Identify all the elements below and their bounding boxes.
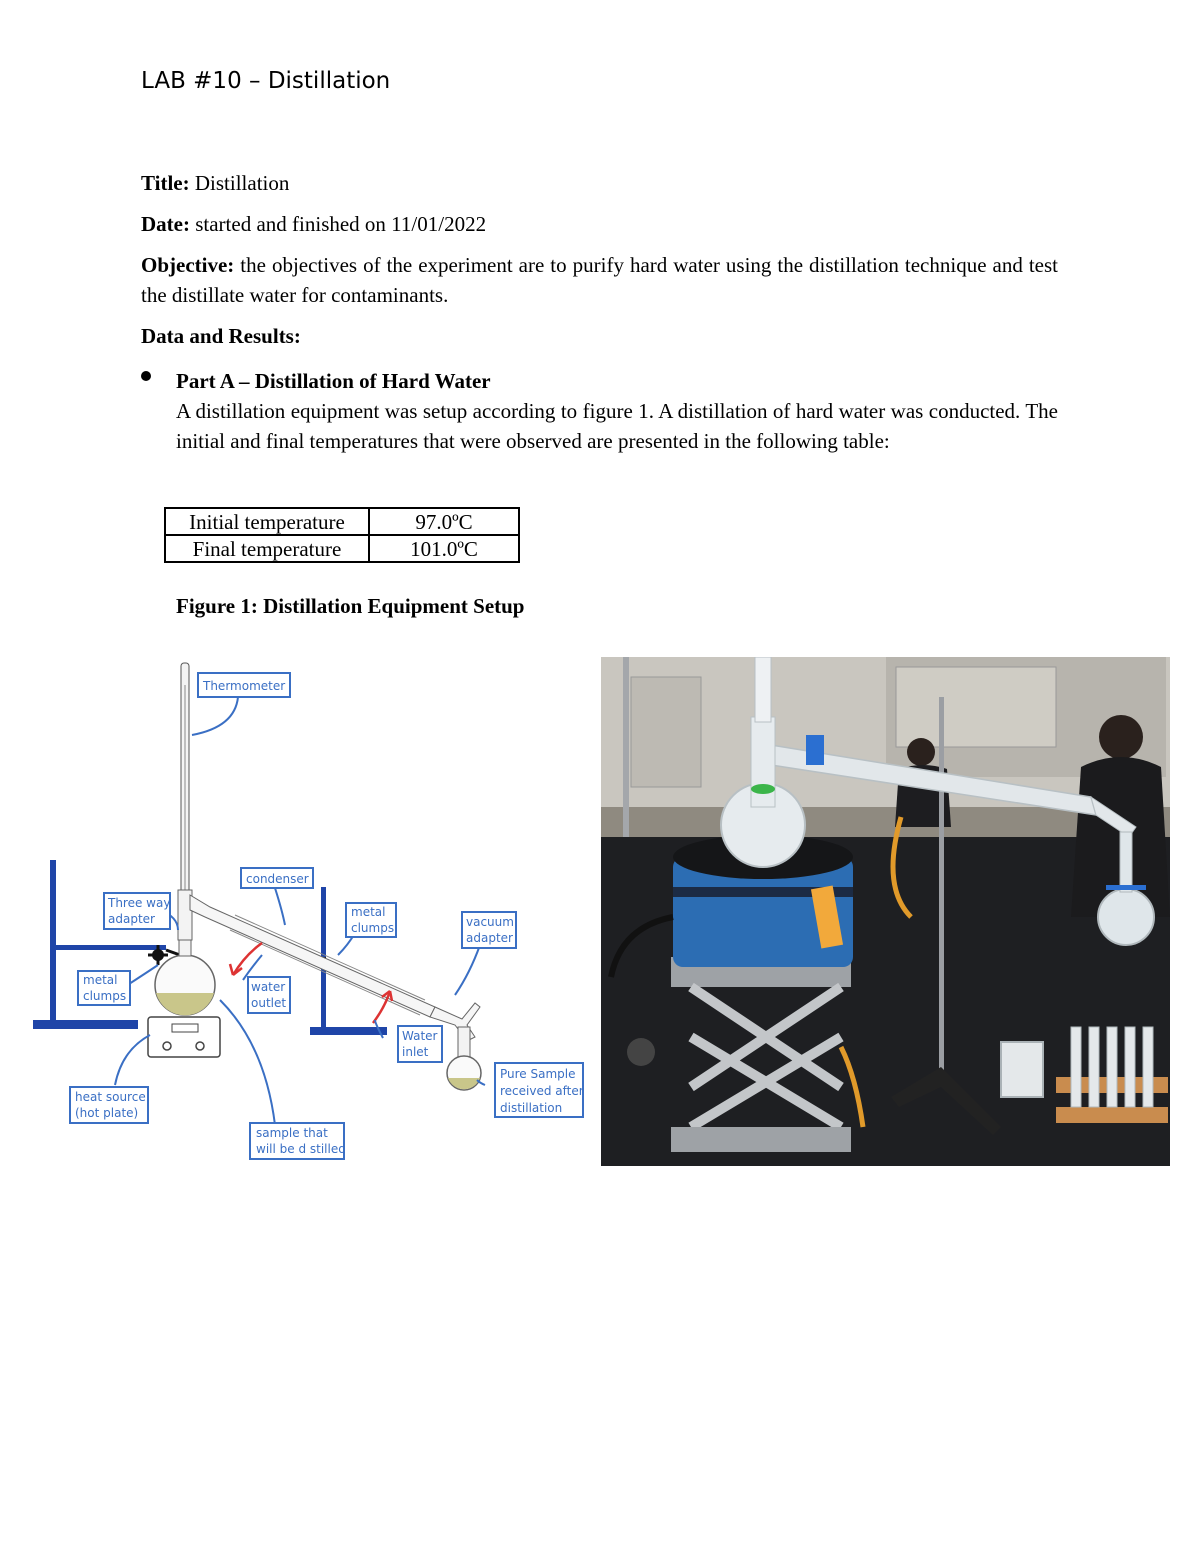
hot-plate <box>148 1017 220 1057</box>
svg-text:Pure Sample: Pure Sample <box>500 1067 576 1081</box>
data-results-heading: Data and Results: <box>141 324 301 348</box>
lab-setup-photo <box>601 657 1170 1166</box>
label-heat-source <box>70 1087 148 1123</box>
date-label: Date: <box>141 212 190 236</box>
receiving-flask <box>447 1027 481 1090</box>
title-value: Distillation <box>189 171 290 195</box>
table-cell-label: Initial temperature <box>165 508 369 535</box>
objective-paragraph <box>141 250 1058 310</box>
title-line <box>141 168 289 198</box>
title-label: Title: <box>141 171 190 195</box>
label-pure-sample <box>495 1063 584 1117</box>
table-cell-value: 97.0ºC <box>369 508 519 535</box>
svg-text:vacuum: vacuum <box>466 915 514 929</box>
part-a-heading: Part A – Distillation of Hard Water <box>176 369 491 393</box>
label-condenser <box>241 868 313 888</box>
svg-text:inlet: inlet <box>402 1045 429 1059</box>
label-sample-to-distill <box>250 1123 346 1159</box>
svg-text:clumps: clumps <box>351 921 395 935</box>
figure-caption: Figure 1: Distillation Equipment Setup <box>176 594 525 618</box>
table-row <box>165 508 519 535</box>
svg-text:Three way: Three way <box>108 896 171 910</box>
label-thermometer <box>198 673 290 697</box>
svg-text:distillation: distillation <box>500 1101 563 1115</box>
boiling-flask <box>155 940 215 1015</box>
date-line <box>141 209 486 239</box>
objective-value: the objectives of the experiment are to purify hard water using the distillation technique and test the distillate water for contaminants. <box>141 253 1058 307</box>
svg-text:Water: Water <box>402 1029 438 1043</box>
water-outlet-arrow-icon <box>230 943 262 975</box>
svg-text:metal: metal <box>351 905 386 919</box>
svg-text:received after: received after <box>500 1084 584 1098</box>
water-inlet-arrow-icon <box>373 991 392 1023</box>
svg-text:(hot plate): (hot plate) <box>75 1106 139 1120</box>
part-a-section <box>176 366 1058 456</box>
label-three-way-adapter <box>104 893 170 929</box>
svg-text:condenser: condenser <box>246 872 309 886</box>
temperature-table <box>164 507 520 563</box>
svg-text:adapter: adapter <box>466 931 513 945</box>
svg-text:will be d stilled: will be d stilled <box>256 1142 346 1156</box>
svg-text:water: water <box>251 980 286 994</box>
svg-text:sample that: sample that <box>256 1126 328 1140</box>
distillation-diagram <box>30 655 590 1165</box>
label-water-outlet <box>248 977 290 1013</box>
thermometer-shape <box>181 663 189 905</box>
svg-text:Thermometer: Thermometer <box>203 679 286 693</box>
objective-label: Objective: <box>141 253 235 277</box>
svg-text:metal: metal <box>83 973 118 987</box>
label-metal-clumps-right <box>346 903 396 937</box>
bullet-icon <box>141 371 151 381</box>
svg-text:outlet: outlet <box>251 996 287 1010</box>
label-vacuum-adapter <box>462 912 516 948</box>
label-metal-clumps-left <box>78 971 130 1005</box>
condenser-tube <box>190 895 480 1041</box>
svg-text:adapter: adapter <box>108 912 155 926</box>
svg-text:clumps: clumps <box>83 989 127 1003</box>
label-water-inlet <box>398 1026 442 1062</box>
table-row <box>165 535 519 562</box>
table-cell-value: 101.0ºC <box>369 535 519 562</box>
date-value: started and finished on 11/01/2022 <box>189 212 487 236</box>
lab-title: LAB #10 – Distillation <box>141 68 391 94</box>
table-cell-label: Final temperature <box>165 535 369 562</box>
part-a-body: A distillation equipment was setup according to figure 1. A distillation of hard water was conducted. The initial and final temperatures that were observed are presented in the following table: <box>176 399 1058 453</box>
svg-text:heat source: heat source <box>75 1090 146 1104</box>
